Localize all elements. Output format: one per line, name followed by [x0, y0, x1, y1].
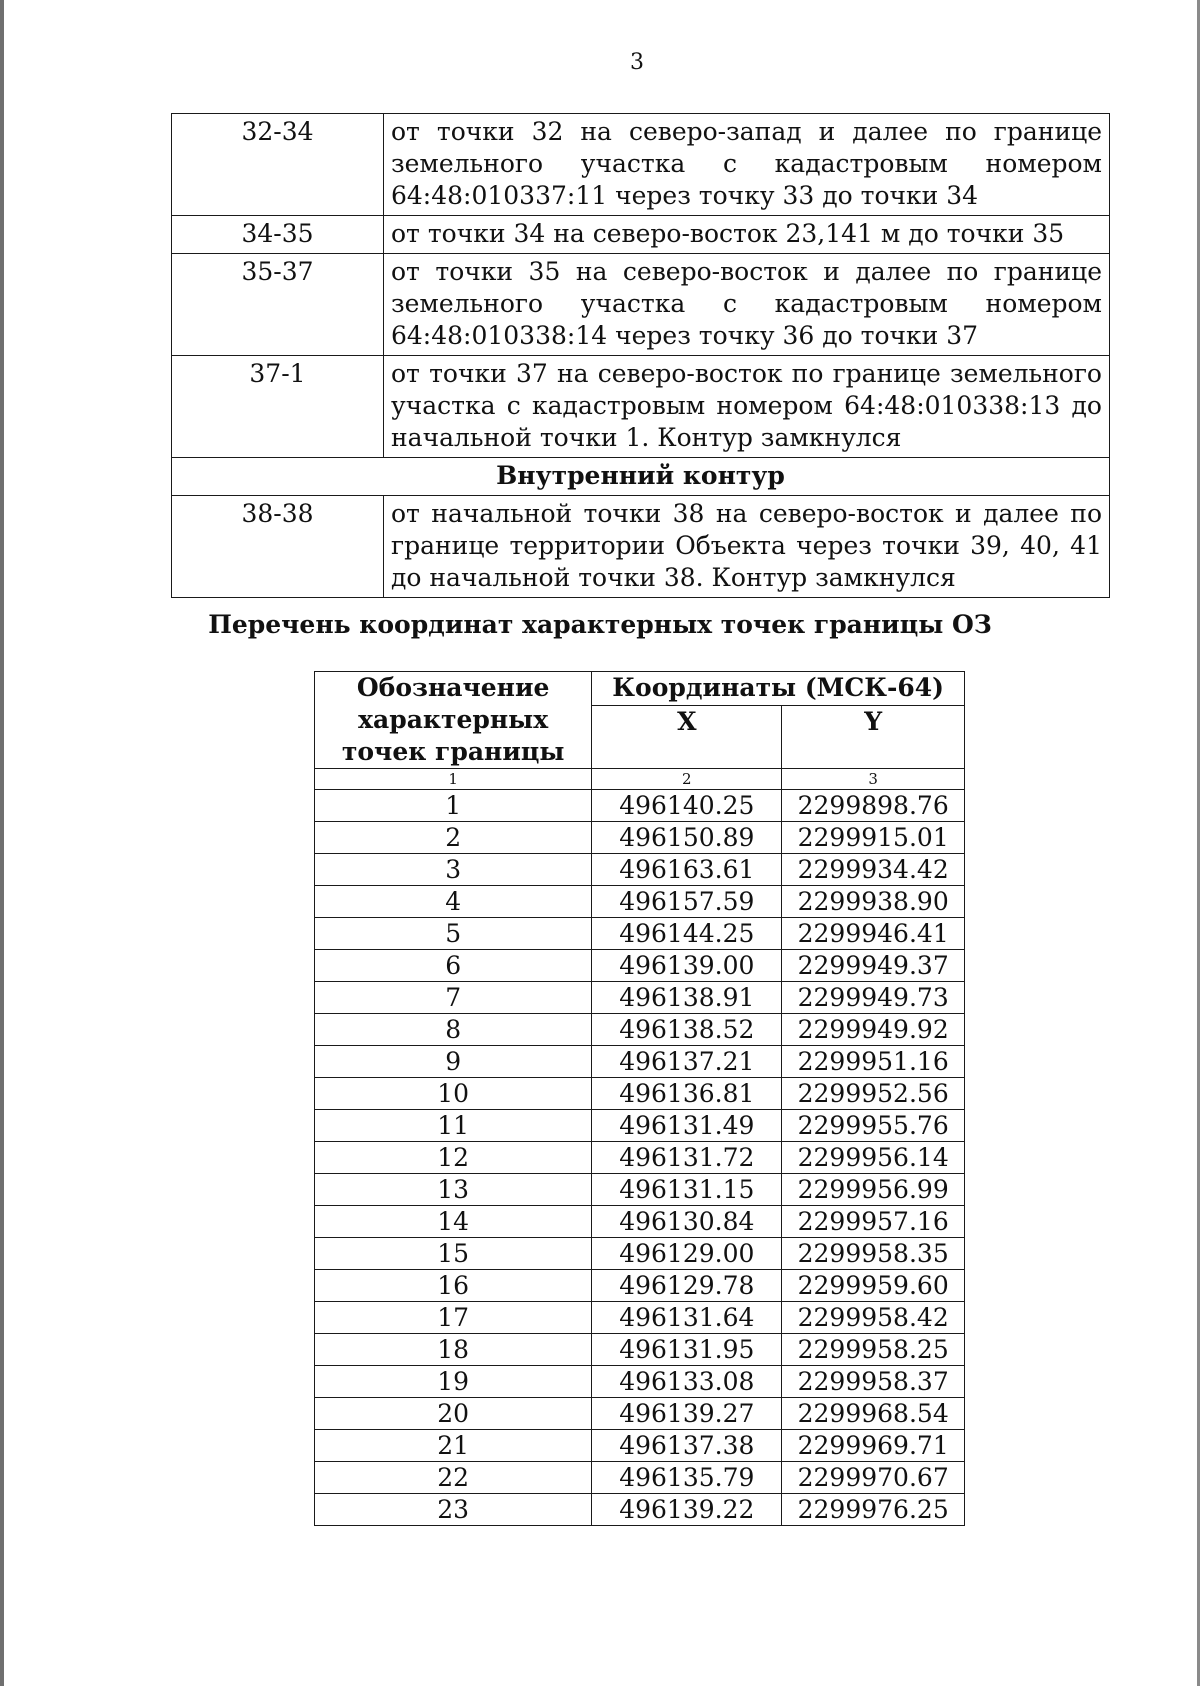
y-coordinate-cell: 2299955.76	[782, 1110, 965, 1142]
point-number-cell: 23	[315, 1494, 592, 1526]
x-coordinate-cell: 496129.00	[592, 1238, 782, 1270]
x-coordinate-cell: 496133.08	[592, 1366, 782, 1398]
table-row	[315, 1494, 965, 1526]
x-coordinate-cell: 496144.25	[592, 918, 782, 950]
table-row	[315, 950, 965, 982]
x-coordinate-cell: 496139.00	[592, 950, 782, 982]
x-header: X	[592, 706, 782, 769]
x-coordinate-cell: 496138.91	[592, 982, 782, 1014]
table-row	[315, 918, 965, 950]
point-number-cell: 10	[315, 1078, 592, 1110]
y-coordinate-cell: 2299938.90	[782, 886, 965, 918]
x-coordinate-cell: 496131.15	[592, 1174, 782, 1206]
table-row	[315, 1270, 965, 1302]
point-number-cell: 16	[315, 1270, 592, 1302]
y-coordinate-cell: 2299969.71	[782, 1430, 965, 1462]
y-coordinate-cell: 2299957.16	[782, 1206, 965, 1238]
table-row	[315, 982, 965, 1014]
table-row	[315, 1206, 965, 1238]
x-coordinate-cell: 496138.52	[592, 1014, 782, 1046]
coordinates-header: Координаты (МСК-64)	[592, 672, 965, 706]
table-row	[315, 1334, 965, 1366]
y-coordinate-cell: 2299958.35	[782, 1238, 965, 1270]
description-cell: от точки 35 на северо-восток и далее по границе земельного участка с кадастровым номером 64:48:010338:14 через точку 36 до точки 37	[384, 254, 1110, 356]
y-coordinate-cell: 2299952.56	[782, 1078, 965, 1110]
x-coordinate-cell: 496163.61	[592, 854, 782, 886]
x-coordinate-cell: 496137.21	[592, 1046, 782, 1078]
column-number: 3	[782, 769, 965, 790]
segment-cell: 32-34	[172, 114, 384, 216]
y-coordinate-cell: 2299949.92	[782, 1014, 965, 1046]
table-row	[315, 1014, 965, 1046]
x-coordinate-cell: 496130.84	[592, 1206, 782, 1238]
segment-cell: 37-1	[172, 356, 384, 458]
point-number-cell: 19	[315, 1366, 592, 1398]
table-row	[172, 216, 1110, 254]
table-row	[315, 854, 965, 886]
point-number-cell: 5	[315, 918, 592, 950]
segment-cell: 35-37	[172, 254, 384, 356]
point-number-cell: 9	[315, 1046, 592, 1078]
table-row	[315, 1366, 965, 1398]
point-number-cell: 4	[315, 886, 592, 918]
coordinates-list-title: Перечень координат характерных точек границы ОЗ	[208, 610, 992, 639]
table-row	[172, 254, 1110, 356]
table-row	[172, 496, 1110, 598]
table-row	[315, 1430, 965, 1462]
scan-edge-left	[0, 0, 4, 1686]
description-cell: от начальной точки 38 на северо-восток и далее по границе территории Объекта через точки 39, 40, 41 до начальной точки 38. Контур замкнулся	[384, 496, 1110, 598]
inner-contour-heading: Внутренний контур	[172, 458, 1110, 496]
point-number-cell: 3	[315, 854, 592, 886]
x-coordinate-cell: 496150.89	[592, 822, 782, 854]
table-row	[315, 790, 965, 822]
x-coordinate-cell: 496140.25	[592, 790, 782, 822]
header-row	[315, 672, 965, 706]
y-coordinate-cell: 2299976.25	[782, 1494, 965, 1526]
table-row	[315, 1302, 965, 1334]
point-number-cell: 12	[315, 1142, 592, 1174]
table-row	[315, 1398, 965, 1430]
y-coordinate-cell: 2299898.76	[782, 790, 965, 822]
x-coordinate-cell: 496137.38	[592, 1430, 782, 1462]
x-coordinate-cell: 496139.27	[592, 1398, 782, 1430]
table-row	[315, 1078, 965, 1110]
point-number-cell: 13	[315, 1174, 592, 1206]
coordinates-table	[314, 671, 965, 1526]
table-row	[315, 1142, 965, 1174]
y-coordinate-cell: 2299958.25	[782, 1334, 965, 1366]
table-row	[172, 114, 1110, 216]
point-number-cell: 17	[315, 1302, 592, 1334]
y-coordinate-cell: 2299958.42	[782, 1302, 965, 1334]
x-coordinate-cell: 496135.79	[592, 1462, 782, 1494]
x-coordinate-cell: 496131.95	[592, 1334, 782, 1366]
point-number-cell: 1	[315, 790, 592, 822]
x-coordinate-cell: 496131.72	[592, 1142, 782, 1174]
description-cell: от точки 34 на северо-восток 23,141 м до точки 35	[384, 216, 1110, 254]
column-number: 1	[315, 769, 592, 790]
y-coordinate-cell: 2299915.01	[782, 822, 965, 854]
point-number-cell: 11	[315, 1110, 592, 1142]
table-row	[315, 1110, 965, 1142]
y-header: Y	[782, 706, 965, 769]
point-number-cell: 18	[315, 1334, 592, 1366]
x-coordinate-cell: 496136.81	[592, 1078, 782, 1110]
y-coordinate-cell: 2299946.41	[782, 918, 965, 950]
y-coordinate-cell: 2299956.14	[782, 1142, 965, 1174]
table-row	[315, 1174, 965, 1206]
table-row	[315, 1462, 965, 1494]
description-cell: от точки 32 на северо-запад и далее по границе земельного участка с кадастровым номером 64:48:010337:11 через точку 33 до точки 34	[384, 114, 1110, 216]
y-coordinate-cell: 2299949.37	[782, 950, 965, 982]
y-coordinate-cell: 2299934.42	[782, 854, 965, 886]
point-number-cell: 22	[315, 1462, 592, 1494]
point-number-cell: 6	[315, 950, 592, 982]
point-number-cell: 8	[315, 1014, 592, 1046]
column-number: 2	[592, 769, 782, 790]
description-cell: от точки 37 на северо-восток по границе земельного участка с кадастровым номером 64:48:010338:13 до начальной точки 1. Контур замкнулся	[384, 356, 1110, 458]
y-coordinate-cell: 2299951.16	[782, 1046, 965, 1078]
segment-cell: 34-35	[172, 216, 384, 254]
x-coordinate-cell: 496139.22	[592, 1494, 782, 1526]
y-coordinate-cell: 2299956.99	[782, 1174, 965, 1206]
designation-header: Обозначение характерных точек границы	[315, 672, 592, 769]
point-number-cell: 21	[315, 1430, 592, 1462]
page-number: 3	[630, 50, 644, 75]
point-number-cell: 20	[315, 1398, 592, 1430]
table-row	[315, 1046, 965, 1078]
table-row	[315, 822, 965, 854]
y-coordinate-cell: 2299949.73	[782, 982, 965, 1014]
column-number-row	[315, 769, 965, 790]
y-coordinate-cell: 2299958.37	[782, 1366, 965, 1398]
y-coordinate-cell: 2299968.54	[782, 1398, 965, 1430]
segment-cell: 38-38	[172, 496, 384, 598]
y-coordinate-cell: 2299959.60	[782, 1270, 965, 1302]
point-number-cell: 7	[315, 982, 592, 1014]
x-coordinate-cell: 496131.64	[592, 1302, 782, 1334]
x-coordinate-cell: 496129.78	[592, 1270, 782, 1302]
table-row	[172, 356, 1110, 458]
x-coordinate-cell: 496157.59	[592, 886, 782, 918]
table-row	[315, 1238, 965, 1270]
point-number-cell: 2	[315, 822, 592, 854]
table-row	[315, 886, 965, 918]
boundary-description-table	[171, 113, 1110, 598]
inner-contour-heading-row	[172, 458, 1110, 496]
point-number-cell: 15	[315, 1238, 592, 1270]
x-coordinate-cell: 496131.49	[592, 1110, 782, 1142]
y-coordinate-cell: 2299970.67	[782, 1462, 965, 1494]
point-number-cell: 14	[315, 1206, 592, 1238]
